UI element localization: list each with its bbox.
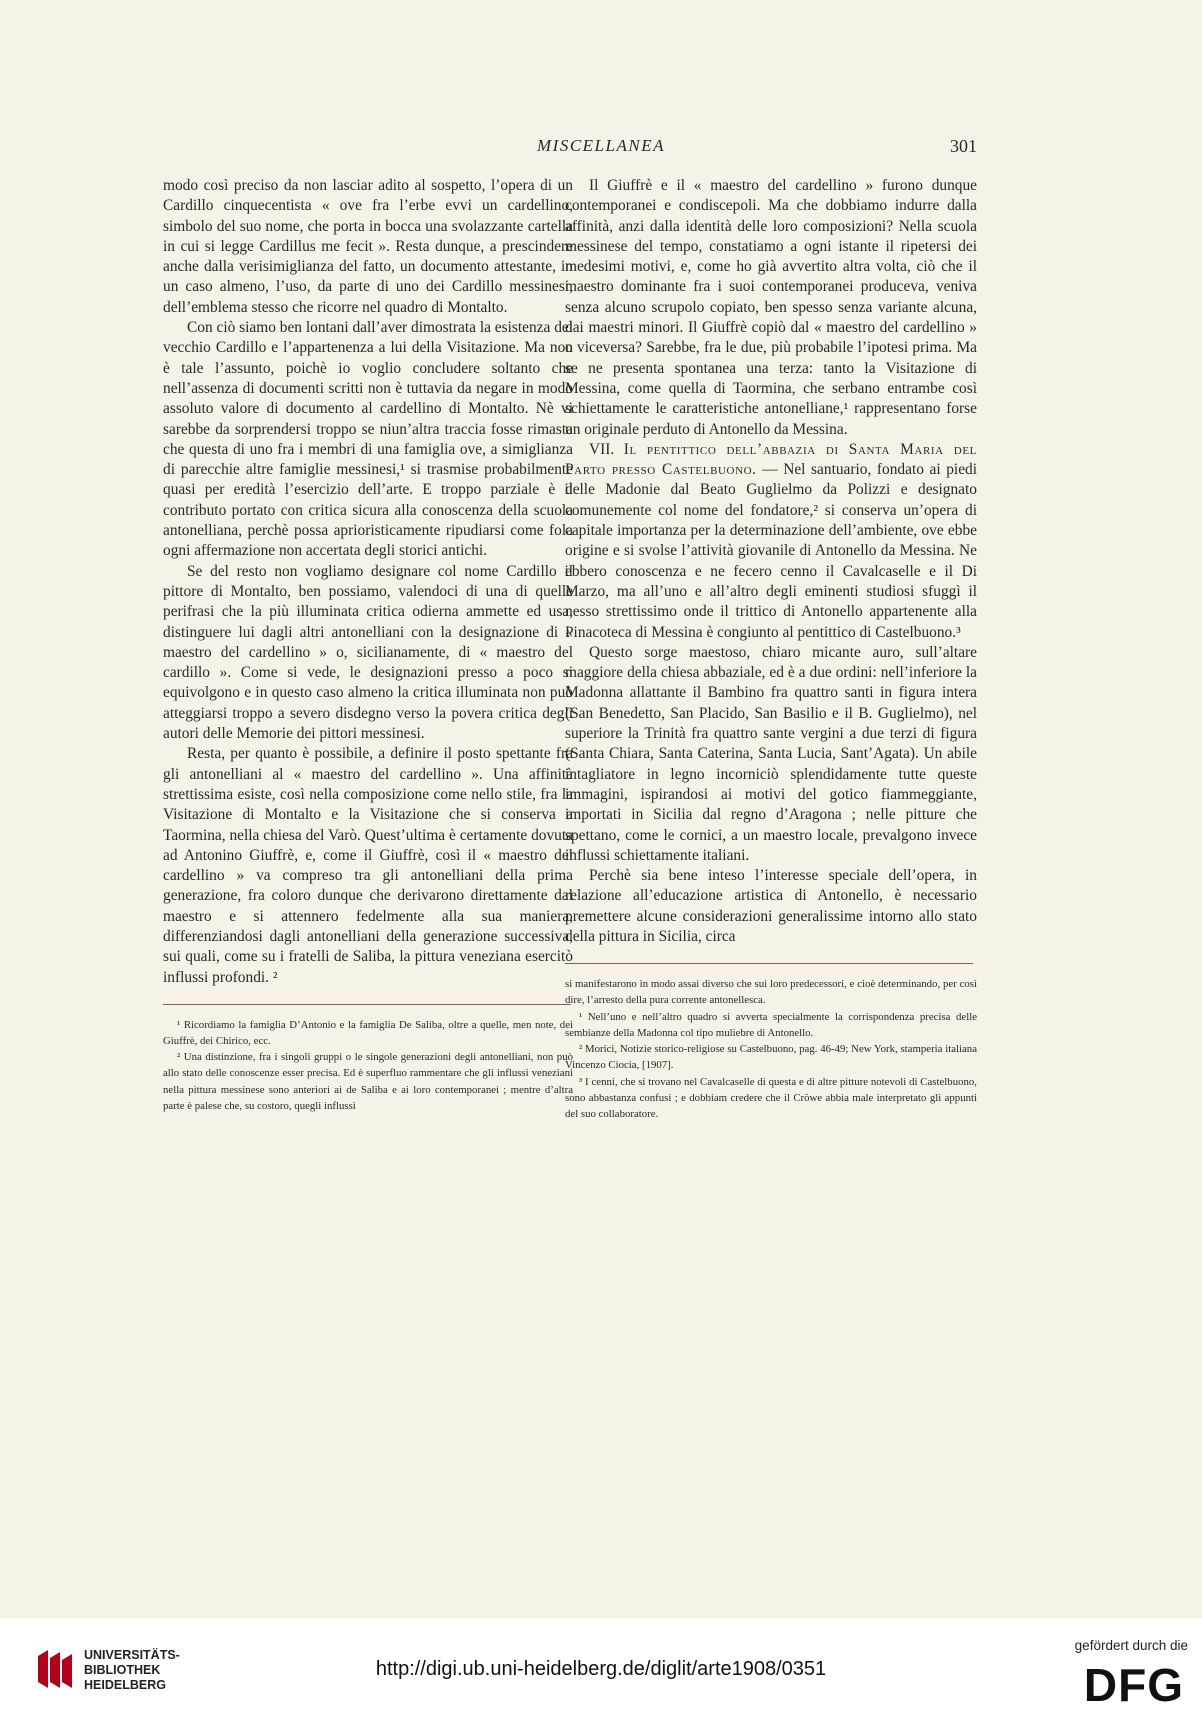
document-url-link[interactable]: http://digi.ub.uni-heidelberg.de/diglit/arte1908/0351 (375, 1658, 827, 1680)
page-number: 301 (950, 136, 977, 156)
footnote-divider (163, 1004, 571, 1005)
section-title: Il pentittico dell’abbazia di Santa Maria del Parto presso Castelbuono. (565, 440, 977, 479)
funding-label: gefördert durch die (1074, 1638, 1188, 1653)
footnote: ³ I cenni, che si trovano nel Cavalcaselle di questa e di altre pitture notevoli di Castelbuono, sono abbastanza confusi ; e dobbiam credere che il Cröwe abbia male interpretato gli appunti del suo collaboratore. (565, 1075, 977, 1120)
body-paragraph: modo così preciso da non lasciar adito al sospetto, l’opera di un Cardillo cinquecentista « ove fra l’erbe evvi un cardellino, simbolo del suo nome, che porta in bocca una svolazzante cartella in cui si legge Cardillus me fecit ». Resta dunque, a prescindere anche dalla verisimiglianza del fatto, un documento attestante, in un caso almeno, l’uso, da parte di uno dei Cardillo messinesi, dell’emblema stesso che ricorre nel quadro di Montalto. (163, 177, 573, 316)
left-column (163, 176, 573, 1114)
running-title: MISCELLANEA (537, 136, 665, 155)
section-number: VII. (589, 440, 615, 458)
footnote: ² Morici, Notizie storico-religiose su Castelbuono, pag. 46-49; New York, stamperia italiana Vincenzo Ciocia, [1907]. (565, 1043, 977, 1072)
footnotes-left (163, 1017, 573, 1114)
footnote: ¹ Nell’uno e nell’altro quadro si avverta specialmente la corrispondenza precisa delle sembianze della Madonna col tipo muliebre di Antonello. (565, 1010, 977, 1039)
body-paragraph: Con ciò siamo ben lontani dall’aver dimostrata la esistenza del vecchio Cardillo e l’appartenenza a lui della Visitazione. Ma non è tale l’assunto, poichè io voglio concludere soltanto che nell’assenza di documenti scritti non è tuttavia da negare in modo assoluto valore di documento al cardellino di Montalto. Nè vi sarebbe da sorprendersi troppo se niun’altra traccia fosse rimasta che questa di uno fra i membri di una famiglia ove, a simiglianza di parecchie altre famiglie messinesi,¹ si trasmise probabilmente quasi per eredità l’esercizio dell’arte. E troppo parziale è il contributo portato con critica sicura alla conoscenza della scuola antonelliana, perchè possa aprioristicamente ripudiarsi come fola ogni affermazione non accertata degli storici antichi. (163, 319, 573, 560)
right-column (565, 176, 977, 1122)
body-paragraph: Resta, per quanto è possibile, a definire il posto spettante fra gli antonelliani al « maestro del cardellino ». Una affinità strettissima esiste, così nella composizione come nello stile, fra la Visitazione di Montalto e la Visitazione che si conserva a Taormina, nella chiesa del Varò. Quest’ultima è certamente dovuta ad Antonino Giuffrè, e, come il Giuffrè, così il « maestro del cardellino » va compreso tra gli antonelliani della prima generazione, fra coloro dunque che derivarono direttamente dal maestro e si attennero fedelmente alla sua maniera, differenziandosi dagli antonelliani della generazione successiva, sui quali, come su i fratelli de Saliba, la pittura veneziana esercitò influssi profondi. ² (163, 745, 573, 986)
dfg-logo: DFG (1083, 1659, 1184, 1711)
library-line: BIBLIOTHEK (84, 1663, 161, 1677)
footnotes-right (565, 976, 977, 1122)
library-line: HEIDELBERG (84, 1678, 166, 1692)
body-paragraph: Se del resto non vogliamo designare col nome Cardillo il pittore di Montalto, ben possiamo, valendoci di una di quelle perifrasi che la più illuminata critica odierna ammette ed usa, distinguere lui dagli altri antonelliani con la designazione di « maestro del cardellino » o, sicilianamente, di « maestro del cardillo ». Come si vede, le designazioni presso a poco si equivolgono e in questo caso almeno la critica illuminata non può atteggiarsi troppo a severo disdegno verso la povera critica degli autori delle Memorie dei pittori messinesi. (163, 562, 573, 743)
footnote: ² Una distinzione, fra i singoli gruppi o le singole generazioni degli antonelliani, non può allo stato delle conoscenze esser precisa. Ed è superfluo rammentare che gli influssi veneziani nella pittura messinese sono anteriori ai de Saliba e ai loro contemporanei ; mentre d’altra parte è palese che, su costoro, quegli influssi (163, 1051, 573, 1112)
section-body: — Nel santuario, fondato ai piedi delle Madonie dal Beato Guglielmo da Polizzi e designato comunemente col nome del fondatore,² si conserva un’opera di capitale importanza per la determinazione dell’ambiente, ove ebbe origine e si svolse l’attività giovanile di Antonello da Messina. Ne ebbero conoscenza e ne fecero cenno il Cavalcaselle e il Di Marzo, ma all’uno e all’altro degli eminenti studiosi sfuggì il nesso strettissimo onde il trittico di Antonello appartenente alla Pinacoteca di Messina è congiunto al pentittico di Castelbuono.³ (565, 461, 977, 641)
section-paragraph (565, 440, 977, 643)
body-paragraph: Il Giuffrè e il « maestro del cardellino » furono dunque contemporanei e condiscepoli. Ma che dobbiamo indurre dalla affinità, anzi dalla identità delle loro composizioni? Nella scuola messinese del tempo, constatiamo a ogni istante il ripetersi dei medesimi motivi, e, come ho già avvertito altra volta, ciò che il maestro dominante fra i suoi contemporanei produceva, veniva senza alcuno scrupolo copiato, ben spesso senza variante alcuna, dai maestri minori. Il Giuffrè copiò dal « maestro del cardellino » o viceversa? Sarebbe, fra le due, più probabile l’ipotesi prima. Ma se ne presenta spontanea una terza: tanto la Visitazione di Messina, come quella di Taormina, che serbano entrambe così schiettamente le caratteristiche antonelliane,¹ rappresentano forse un originale perduto di Antonello da Messina. (565, 177, 977, 438)
page-header (0, 136, 1202, 160)
footnote: si manifestarono in modo assai diverso che sui loro predecessori, e cioè determinando, per così dire, l’arresto della pura corrente antonellesca. (565, 978, 977, 1007)
body-paragraph: Questo sorge maestoso, chiaro micante auro, sull’altare maggiore della chiesa abbaziale, ed è a due ordini: nell’inferiore la Madonna allattante il Bambino fra quattro santi in figura intera (San Benedetto, San Placido, San Basilio e il B. Guglielmo), nel superiore la Trinità fra quattro sante vergini a due terzi di figura (Santa Chiara, Santa Caterina, Santa Lucia, Sant’Agata). Un abile intagliatore in legno incorniciò splendidamente tutte queste immagini, ispirandosi ai motivi del gotico fiammeggiante, importati in Sicilia dal regno d’Aragona ; nelle pitture che spettano, come le cornici, a un maestro locale, prevalgono invece influssi schiettamente italiani. (565, 643, 977, 864)
viewer-footer (0, 1618, 1202, 1723)
footnote-divider (565, 963, 973, 964)
body-paragraph: Perchè sia bene inteso l’interesse speciale dell’opera, in relazione all’educazione artistica di Antonello, è necessario premettere alcune considerazioni generalissime intorno allo stato della pittura in Sicilia, circa (565, 867, 977, 945)
footnote: ¹ Ricordiamo la famiglia D’Antonio e la famiglia De Saliba, oltre a quelle, men note, dei Giuffrè, dei Chirico, ecc. (163, 1018, 573, 1048)
library-line: UNIVERSITÄTS- (84, 1648, 180, 1662)
